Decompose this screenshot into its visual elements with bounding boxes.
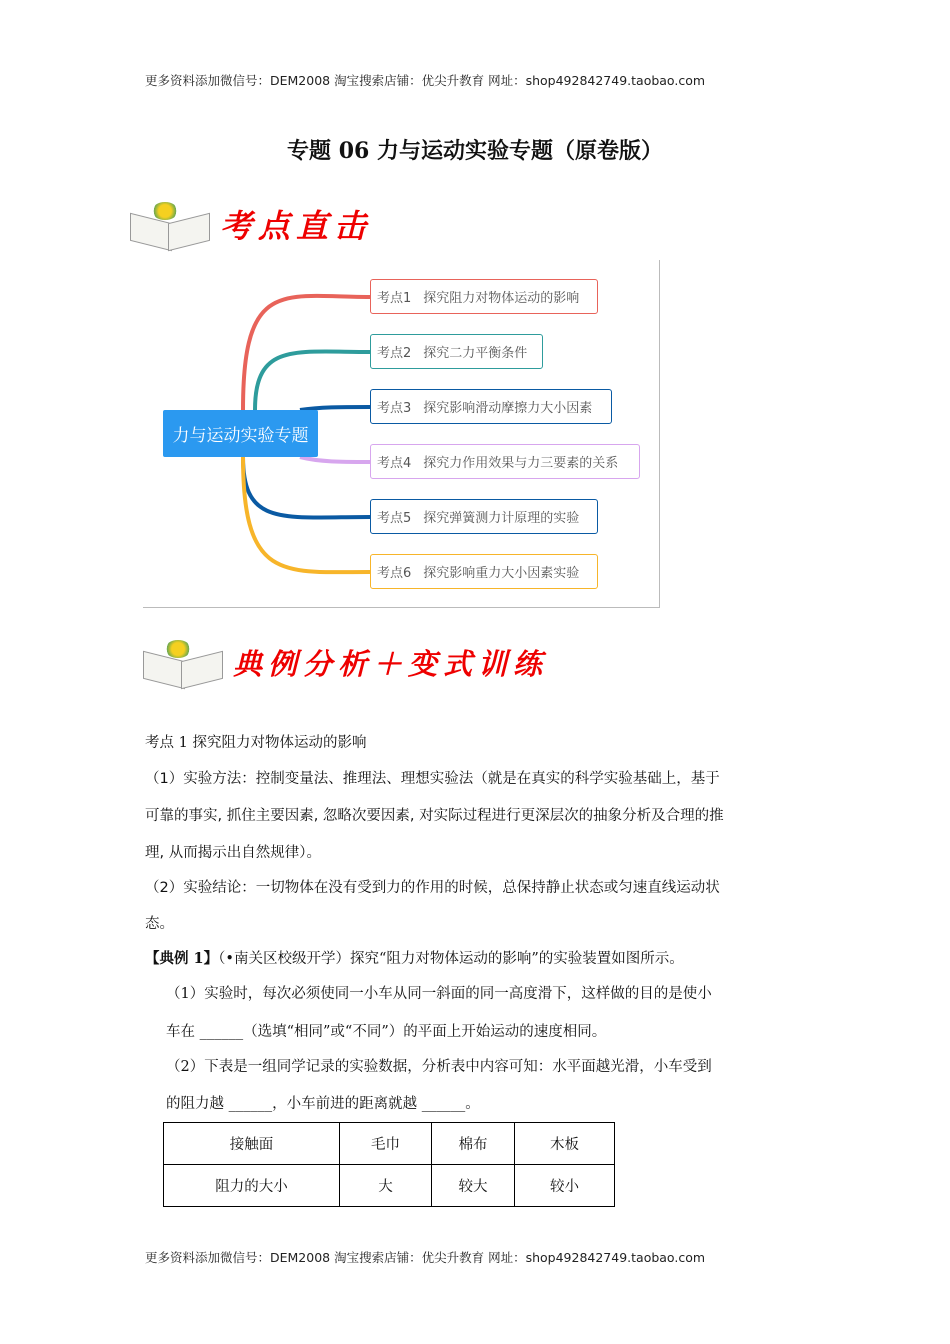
mindmap-branch — [300, 457, 370, 462]
question-line: 的阻力越 ______，小车前进的距离就越 ______。 — [166, 1096, 480, 1112]
mindmap-node — [370, 499, 598, 534]
mindmap-node — [370, 554, 598, 589]
question-line: 车在 ______（选填“相同”或“不同”）的平面上开始运动的速度相同。 — [166, 1024, 607, 1040]
table-cell: 阻力的大小 — [164, 1165, 340, 1207]
data-table — [163, 1122, 615, 1207]
mindmap-center-node: 力与运动实验专题 — [163, 410, 318, 457]
node-key: 考点5 — [377, 511, 412, 526]
node-label: 探究影响滑动摩擦力大小因素 — [423, 401, 593, 416]
table-cell: 棉布 — [432, 1123, 515, 1165]
node-label: 探究阻力对物体运动的影响 — [423, 291, 580, 306]
table-row — [164, 1165, 615, 1207]
mindmap-branch — [243, 457, 370, 517]
example-label: 【典例 1】 — [145, 950, 219, 967]
page-footer: 更多资料添加微信号：DEM2008 淘宝搜索店铺：优尖升教育 网址：shop492842749.taobao.com — [145, 1250, 706, 1265]
example-text: （•南关区校级开学）探究“阻力对物体运动的影响”的实验装置如图所示。 — [218, 951, 684, 967]
node-key: 考点6 — [377, 566, 412, 581]
table-cell: 毛巾 — [340, 1123, 432, 1165]
mindmap-node — [370, 279, 598, 314]
paragraph-line: （1）实验方法：控制变量法、推理法、理想实验法（就是在真实的科学实验基础上，基于 — [145, 771, 720, 787]
table-cell: 大 — [340, 1165, 432, 1207]
mindmap-node — [370, 389, 612, 424]
paragraph-line: 理, 从而揭示出自然规律）。 — [145, 845, 321, 861]
mindmap-branch — [243, 457, 370, 572]
node-label: 探究力作用效果与力三要素的关系 — [423, 456, 619, 471]
table-cell: 接触面 — [164, 1123, 340, 1165]
paragraph-line: （2）实验结论：一切物体在没有受到力的作用的时候，总保持静止状态或匀速直线运动状 — [145, 880, 720, 896]
section-heading: 考点 1 探究阻力对物体运动的影响 — [145, 735, 367, 751]
book-flower-icon — [137, 636, 227, 688]
node-label: 探究影响重力大小因素实验 — [423, 566, 580, 581]
table-cell: 木板 — [515, 1123, 615, 1165]
table-cell: 较小 — [515, 1165, 615, 1207]
paragraph-line: 态。 — [145, 916, 174, 932]
mindmap-branch — [255, 351, 370, 410]
question-line: （1）实验时，每次必须使同一小车从同一斜面的同一高度滑下，这样做的目的是使小 — [166, 986, 712, 1002]
question-line: （2）下表是一组同学记录的实验数据，分析表中内容可知：水平面越光滑，小车受到 — [166, 1059, 712, 1075]
node-label: 探究二力平衡条件 — [423, 346, 528, 361]
mindmap-node — [370, 444, 640, 479]
paragraph-line: 可靠的事实, 抓住主要因素, 忽略次要因素, 对实际过程进行更深层次的抽象分析及合理的推 — [145, 808, 724, 824]
node-label: 探究弹簧测力计原理的实验 — [423, 511, 580, 526]
table-row — [164, 1123, 615, 1165]
mindmap-node — [370, 334, 543, 369]
table-cell: 较大 — [432, 1165, 515, 1207]
node-key: 考点1 — [377, 291, 412, 306]
banner-title: 考点直击 — [220, 207, 373, 245]
banner-title: 典例分析＋变式训练 — [233, 646, 549, 681]
node-key: 考点4 — [377, 456, 412, 471]
node-key: 考点3 — [377, 401, 412, 416]
node-key: 考点2 — [377, 346, 412, 361]
example-line — [145, 947, 684, 968]
page-header: 更多资料添加微信号：DEM2008 淘宝搜索店铺：优尖升教育 网址：shop492842749.taobao.com — [145, 73, 706, 88]
section-banner-2 — [137, 636, 548, 688]
page-title: 专题 06 力与运动实验专题（原卷版） — [287, 138, 663, 164]
